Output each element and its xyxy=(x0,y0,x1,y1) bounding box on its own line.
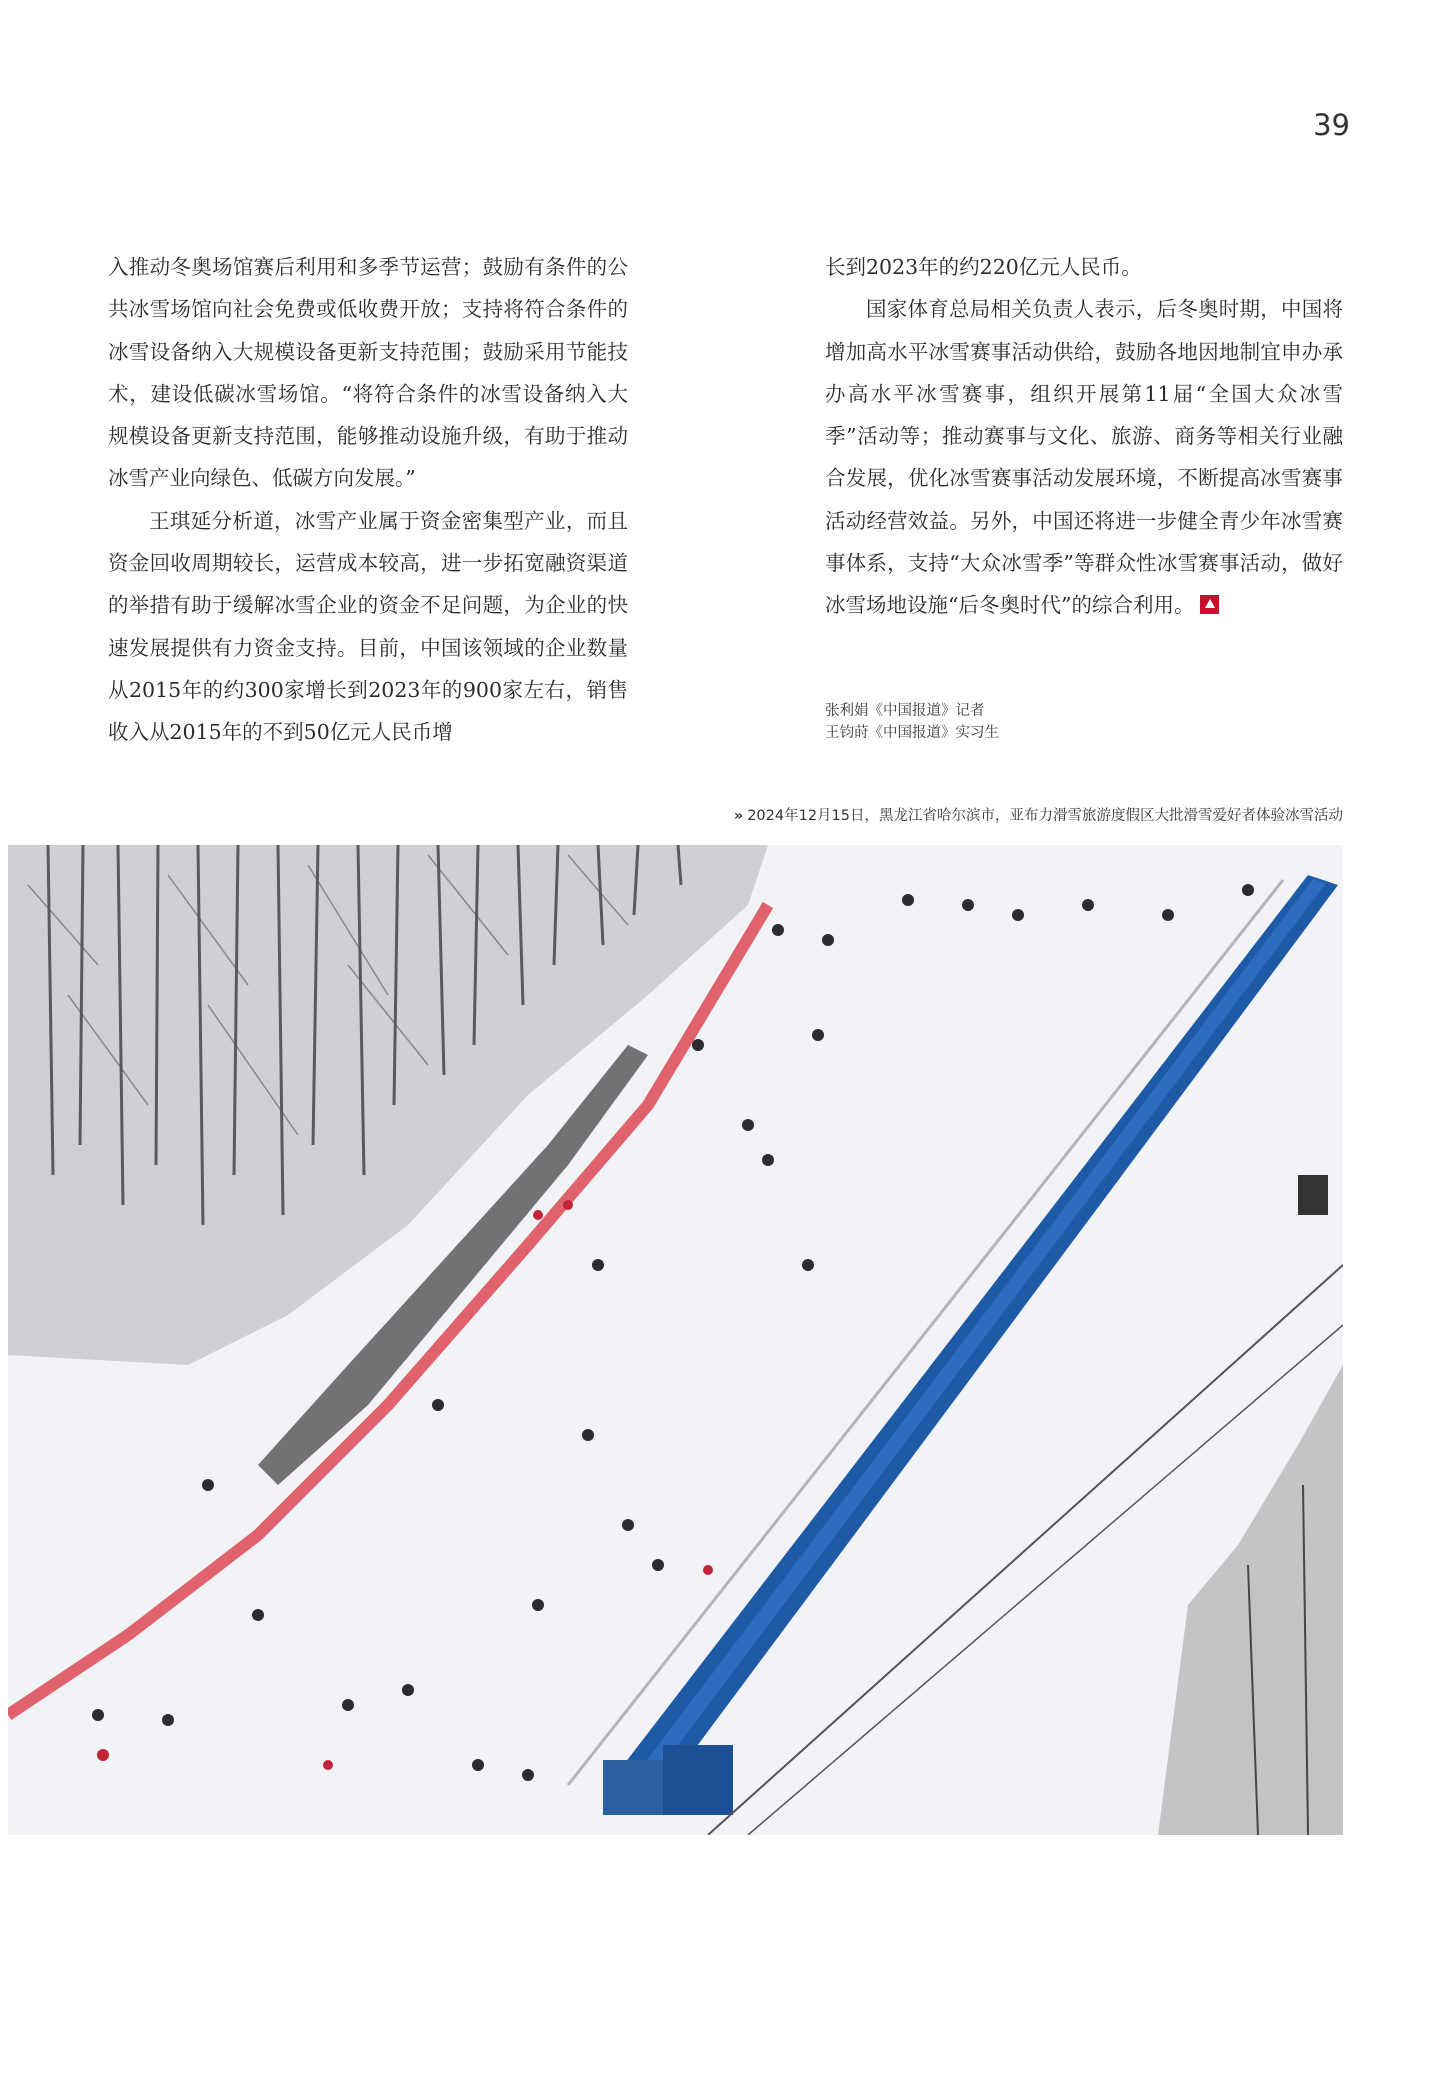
article-end-icon xyxy=(1200,595,1219,614)
paragraph: 入推动冬奥场馆赛后利用和多季节运营；鼓励有条件的公共冰雪场馆向社会免费或低收费开放；支持将符合条件的冰雪设备纳入大规模设备更新支持范围；鼓励采用节能技术，建设低碳冰雪场馆。“将符合条件的冰雪设备纳入大规模设备更新支持范围，能够推动设施升级，有助于推动冰雪产业向绿色、低碳方向发展。” xyxy=(108,255,628,491)
paragraph: 长到2023年的约220亿元人民币。 xyxy=(825,255,1142,279)
paragraph xyxy=(825,288,1343,626)
chevron-down-icon: » xyxy=(733,808,744,824)
paragraph-text: 国家体育总局相关负责人表示，后冬奥时期，中国将增加高水平冰雪赛事活动供给，鼓励各地因地制宜申办承办高水平冰雪赛事，组织开展第11届“全国大众冰雪季”活动等；推动赛事与文化、旅游、商务等相关行业融合发展，优化冰雪赛事活动发展环境，不断提高冰雪赛事活动经营效益。另外，中国还将进一步健全青少年冰雪赛事体系，支持“大众冰雪季”等群众性冰雪赛事活动，做好冰雪场地设施“后冬奥时代”的综合利用。 xyxy=(825,297,1343,618)
page-number: 39 xyxy=(1313,108,1350,142)
photo-caption xyxy=(628,804,1343,825)
byline-author: 张利娟《中国报道》记者 xyxy=(825,703,985,719)
ski-slope-photo xyxy=(8,845,1343,1835)
caption-text: 2024年12月15日，黑龙江省哈尔滨市，亚布力滑雪旅游度假区大批滑雪爱好者体验冰雪活动 xyxy=(747,808,1343,824)
photo-ski-resort xyxy=(8,845,1343,1835)
paragraph: 王琪延分析道，冰雪产业属于资金密集型产业，而且资金回收周期较长，运营成本较高，进一步拓宽融资渠道的举措有助于缓解冰雪企业的资金不足问题，为企业的快速发展提供有力资金支持。目前，中国该领域的企业数量从2015年的约300家增长到2023年的900家左右，销售收入从2015年的不到50亿元人民币增 xyxy=(108,508,628,745)
byline xyxy=(825,700,999,744)
right-text-column xyxy=(825,246,1343,627)
left-text-column xyxy=(108,246,628,754)
byline-intern: 王钧莳《中国报道》实习生 xyxy=(825,725,999,741)
